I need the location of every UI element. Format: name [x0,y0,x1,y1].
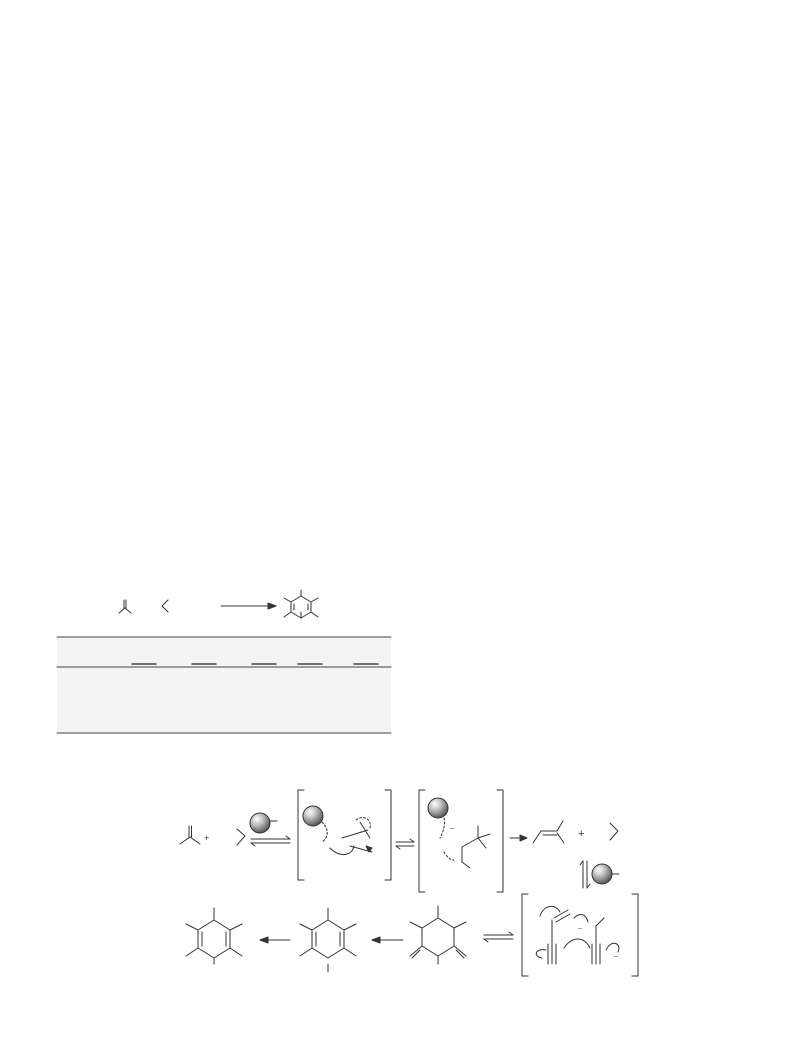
carbanion-intermediate-bracket [419,790,503,892]
forward-arrow-3 [260,937,290,943]
plus-sign-1: + [204,833,210,843]
mech-isobutylene-structure [180,826,200,844]
reaction-arrow [221,603,276,609]
catalyst-regeneration [580,861,619,888]
intermediate-complex-bracket [298,790,391,880]
table-rules [57,637,391,733]
hexamethylbenzene-structure [186,908,242,964]
forward-arrow-2 [372,937,403,943]
mech-propene-structure [237,829,245,845]
catalyst-sphere-icon [592,864,612,884]
plus-sign-2: + [578,828,585,840]
equilibrium-arrow-2 [396,839,414,849]
cyclization-structure [410,906,466,964]
charge-minus: – [614,951,618,960]
reagent-propene-structure [162,600,168,612]
catalyst-sphere-icon [428,798,448,818]
forward-arrow-1 [510,835,527,841]
alkene-product-structure [533,821,564,843]
charge-minus: – [450,823,455,833]
reagent-isobutylene-structure [119,600,131,613]
mechanism-scheme [180,790,638,976]
equilibrium-arrow-3 [484,932,513,942]
scheme-top [119,590,318,618]
cyclization-intermediate-bracket [522,894,638,976]
catalyst-sphere-icon [250,813,277,833]
equilibrium-arrow-1 [251,836,290,846]
catalyst-sphere-icon [303,806,323,826]
product-hexamethylbenzene-structure [284,590,318,618]
charge-minus: – [578,923,582,932]
propene-product-structure [610,823,618,840]
cyclohexadiene-structure [300,908,356,972]
